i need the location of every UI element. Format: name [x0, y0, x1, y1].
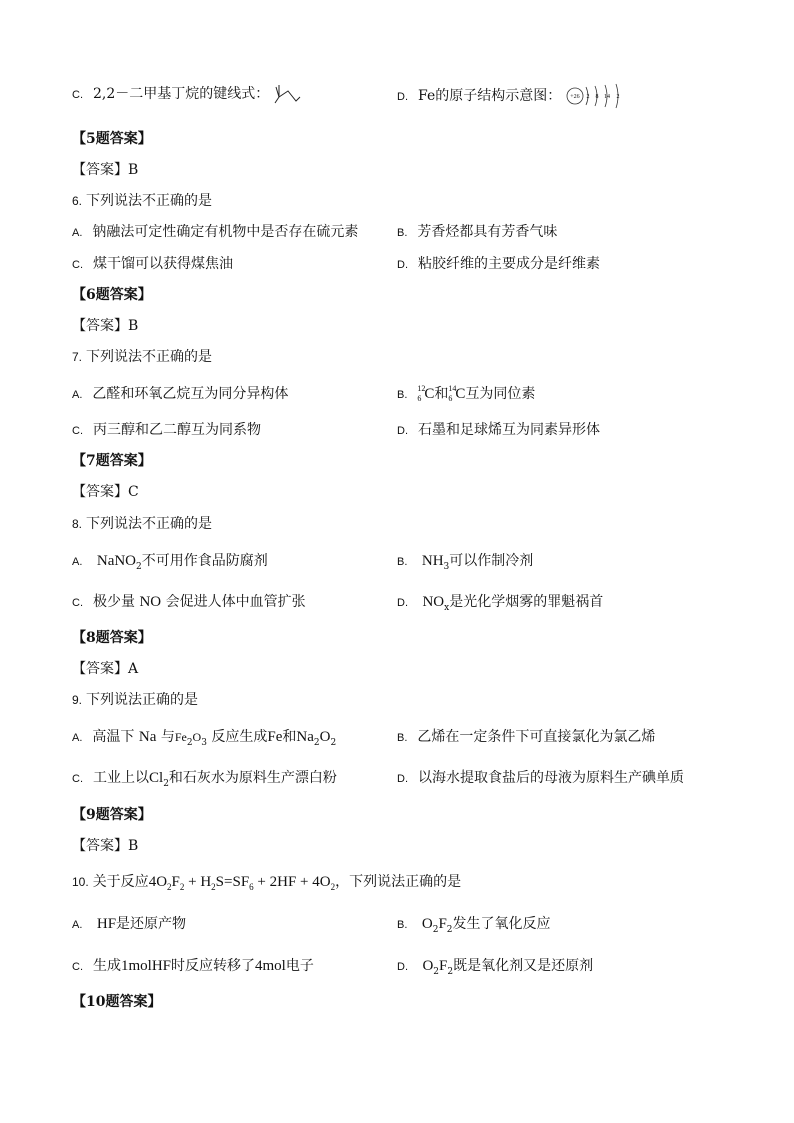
- q9-option-d: D. 以海水提取食盐后的母液为原料生产碘单质: [397, 770, 684, 786]
- q9-answer-header: 【9题答案】: [72, 807, 152, 823]
- q7-stem: 7. 下列说法不正确的是: [72, 349, 213, 365]
- isotope-notation: 14 6: [448, 384, 457, 403]
- q8-option-b: B. $NH_3$可以作制冷剂: [397, 553, 534, 572]
- q8-answer-header: 【8题答案】: [72, 630, 152, 646]
- electron-shell-count: 8: [595, 94, 599, 100]
- q7-answer-header: 【7题答案】: [72, 453, 152, 469]
- q7-option-b: B. 12 6 C和 14 6 C互为同位素: [397, 384, 536, 403]
- q6-option-b: B. 芳香烃都具有芳香气味: [397, 224, 558, 240]
- q7-option-a: A. 乙醛和环氧乙烷互为同分异构体: [72, 386, 289, 402]
- fe-atomic-structure-diagram: [566, 83, 626, 109]
- skeletal-formula-image: [274, 83, 302, 105]
- q8-stem: 8. 下列说法不正确的是: [72, 516, 213, 532]
- q5-answer: 【答案】B: [72, 162, 139, 178]
- q5-option-d: D. Fe的原子结构示意图： +26 2 8 14 2: [397, 83, 626, 109]
- q6-option-d: D. 粘胶纤维的主要成分是纤维素: [397, 256, 600, 272]
- q10-answer-header: 【10题答案】: [72, 994, 162, 1010]
- q9-option-a: A. 高温下 Na 与$Fe_2O_3$ 反应生成Fe和$Na_2O_2$: [72, 729, 337, 748]
- q6-option-c: C. 煤干馏可以获得煤焦油: [72, 256, 233, 272]
- q9-answer: 【答案】B: [72, 838, 139, 854]
- q5-answer-header: 【5题答案】: [72, 131, 152, 147]
- q8-option-a: A. NaNO$_2$不可用作食品防腐剂: [72, 553, 268, 572]
- q10-option-d: D. $O_2F_2$既是氧化剂又是还原剂: [397, 958, 594, 977]
- q6-option-a: A. 钠融法可定性确定有机物中是否存在硫元素: [72, 224, 359, 240]
- nucleus-charge: +26: [569, 94, 580, 100]
- q10-option-a: A. HF是还原产物: [72, 916, 187, 932]
- q6-answer: 【答案】B: [72, 318, 139, 334]
- electron-shell-count: 2: [586, 94, 590, 100]
- q7-answer: 【答案】C: [72, 484, 139, 500]
- q9-option-c: C. 工业上以$Cl_2$和石灰水为原料生产漂白粉: [72, 770, 337, 789]
- q8-option-c: C. 极少量 NO 会促进人体中血管扩张: [72, 594, 306, 610]
- reaction-equation: $4O_2F_2 + H_2S=SF_6 + 2HF + 4O_2$: [148, 874, 336, 892]
- q8-option-d: D. $NO_x$是光化学烟雾的罪魁祸首: [397, 594, 604, 613]
- q6-answer-header: 【6题答案】: [72, 287, 152, 303]
- q6-stem: 6. 下列说法不正确的是: [72, 193, 213, 209]
- q7-option-c: C. 丙三醇和乙二醇互为同系物: [72, 422, 261, 438]
- q8-answer: 【答案】A: [72, 661, 139, 677]
- isotope-notation: 12 6: [417, 384, 426, 403]
- electron-shell-count: 14: [603, 94, 610, 100]
- q9-stem: 9. 下列说法正确的是: [72, 692, 199, 708]
- q7-option-d: D. 石墨和足球烯互为同素异形体: [397, 422, 600, 438]
- q10-stem: 10. 关于反应$4O_2F_2 + H_2S=SF_6 + 2HF + 4O_2$，下列说法正确的是: [72, 874, 462, 892]
- q10-option-c: C. 生成1molHF时反应转移了4mol电子: [72, 958, 314, 974]
- q5-option-c: C. 2,2－二甲基丁烷的键线式：: [72, 83, 302, 105]
- q9-option-b: B. 乙烯在一定条件下可直接氯化为氯乙烯: [397, 729, 656, 745]
- q10-option-b: B. $O_2F_2$发生了氧化反应: [397, 916, 551, 935]
- electron-shell-count: 2: [616, 94, 620, 100]
